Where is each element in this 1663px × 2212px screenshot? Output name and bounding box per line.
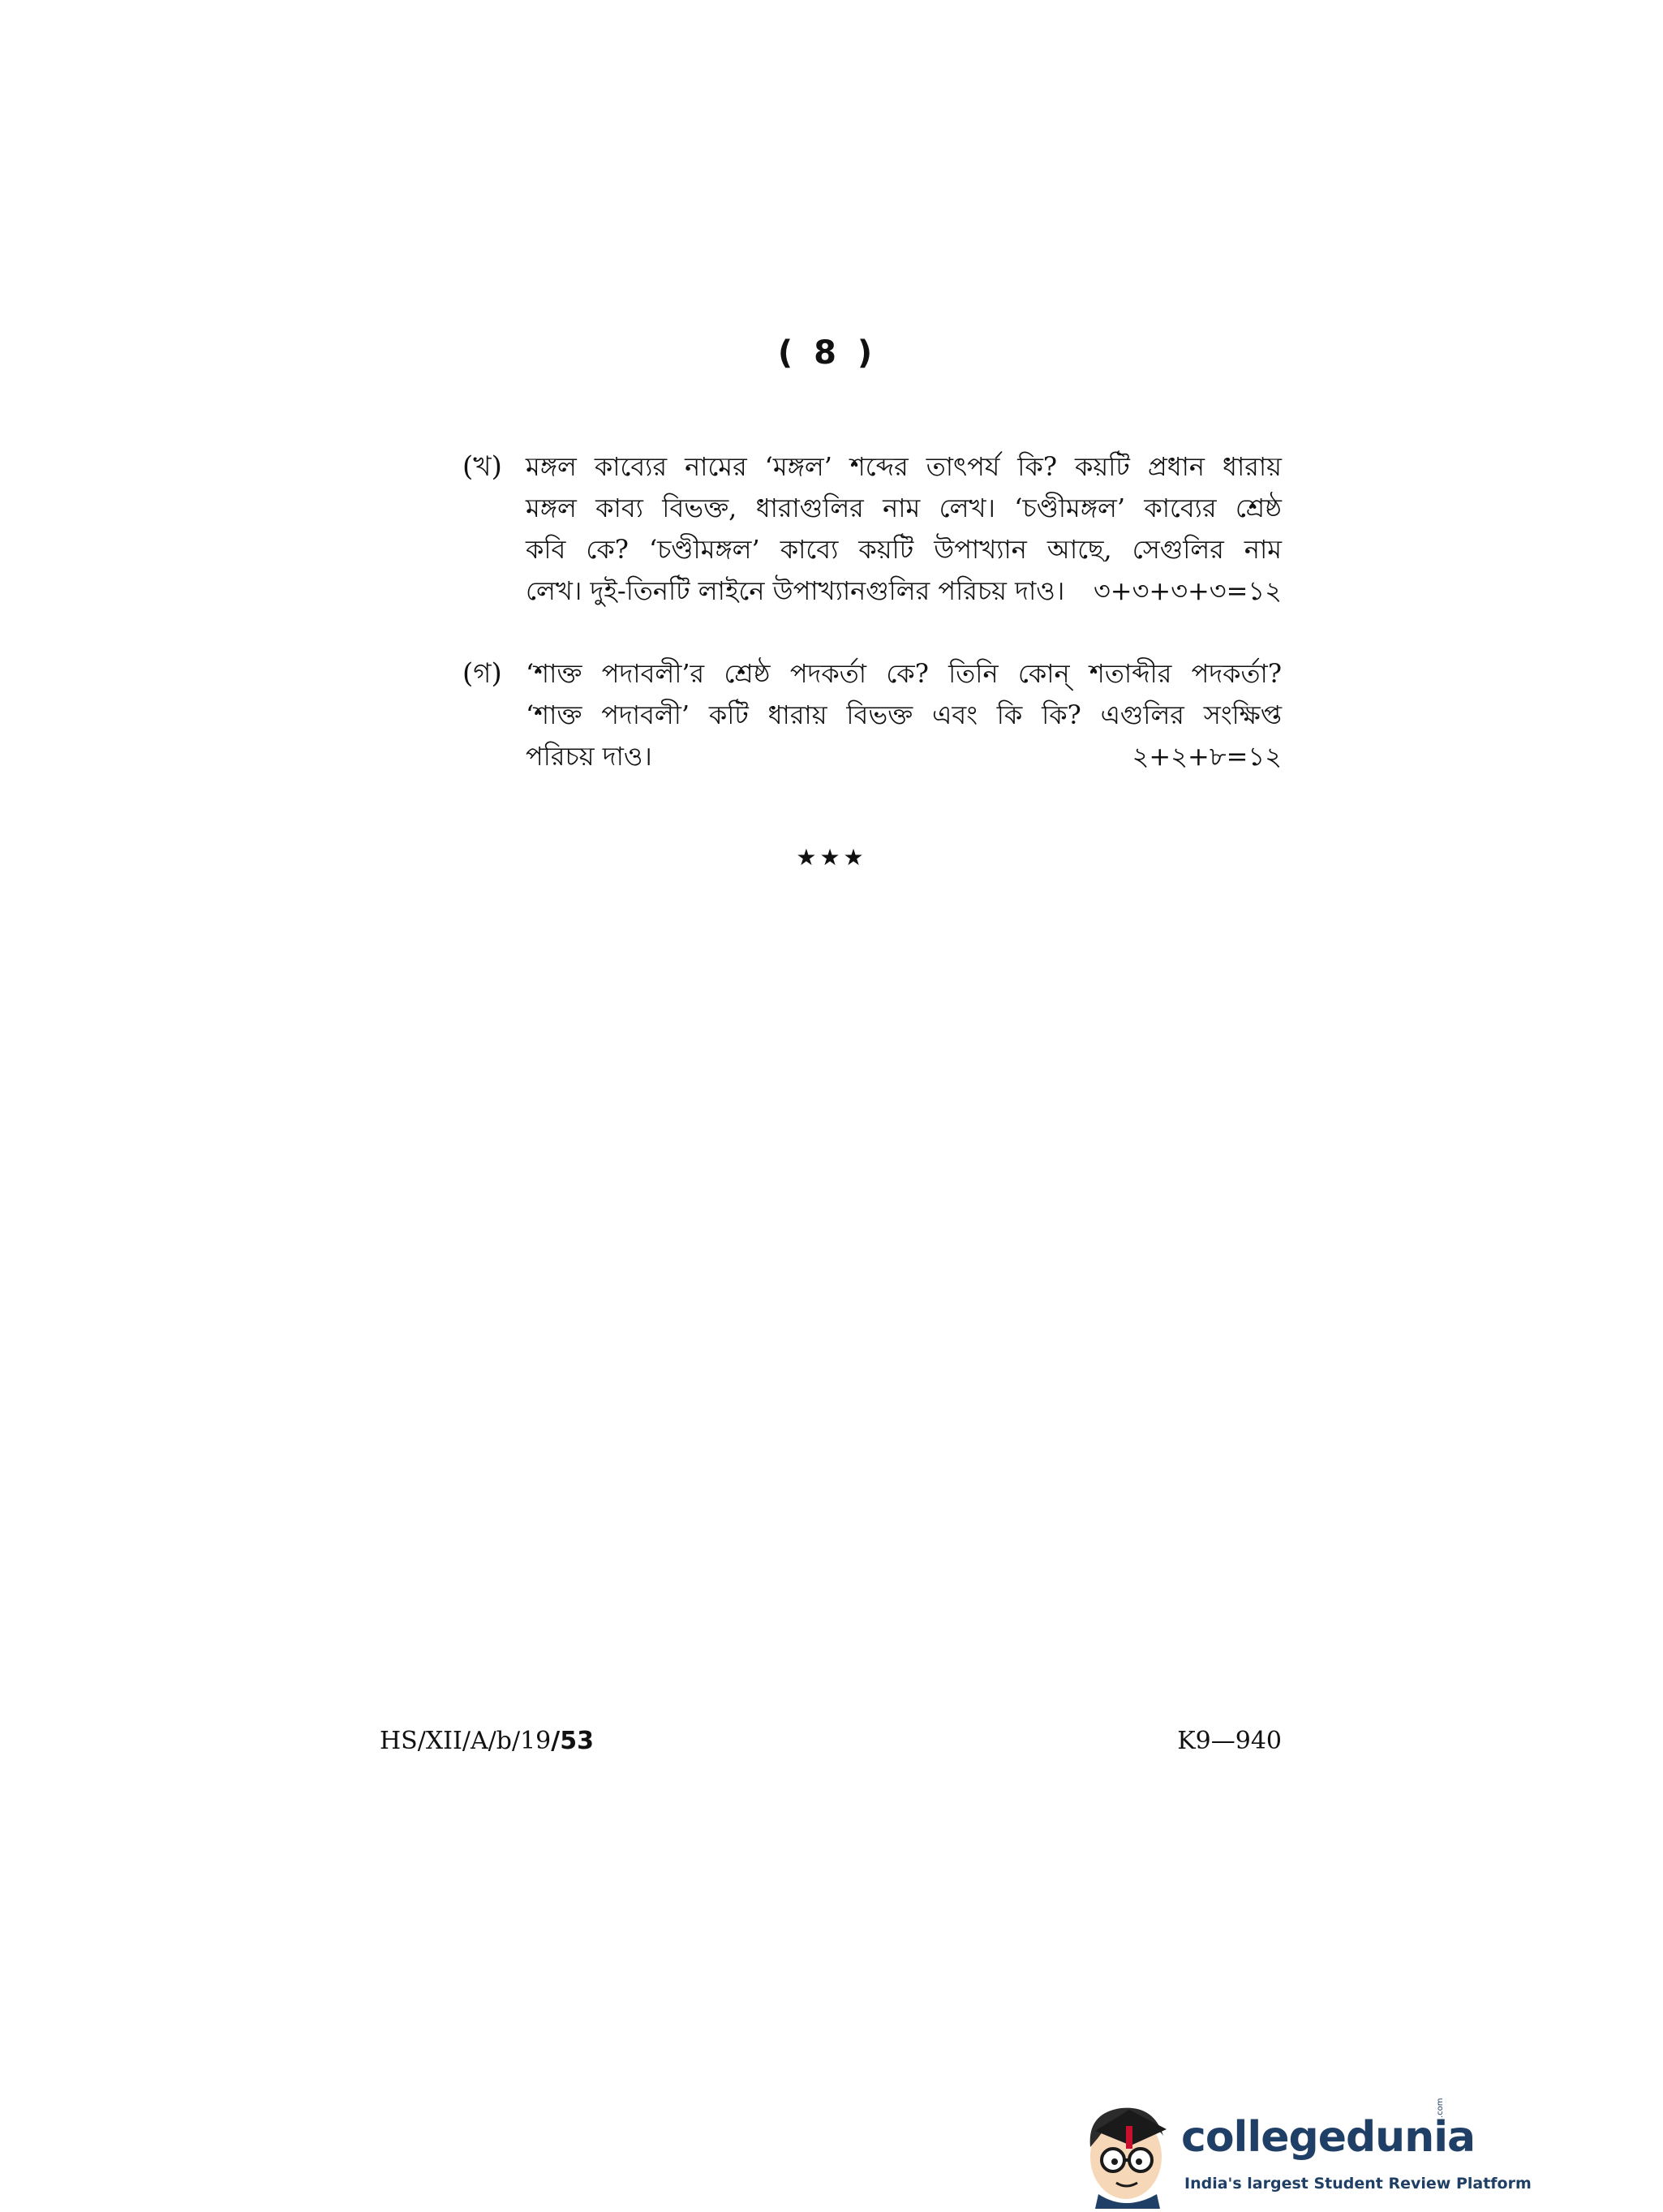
- question-label: (গ): [462, 657, 502, 690]
- student-avatar-icon: [1079, 2098, 1176, 2209]
- question-ga: [462, 653, 1282, 777]
- question-line: ‘শাক্ত পদাবলী’ কটি ধারায় বিভক্ত এবং কি কি? এগুলির সংক্ষিপ্ত: [526, 699, 1282, 730]
- question-marks: ২+২+৮=১২: [1132, 741, 1282, 772]
- footer-right-code: K9—940: [1177, 1727, 1282, 1755]
- question-line: মঙ্গল কাব্যের নামের ‘মঙ্গল’ শব্দের তাৎপর্য কি? কয়টি প্রধান ধারায়: [526, 451, 1282, 482]
- watermark-brand: collegedunia: [1181, 2113, 1476, 2162]
- footer-code-bold: /53: [551, 1727, 594, 1755]
- question-body: [526, 653, 1282, 777]
- page-number: ( 8 ): [777, 334, 878, 372]
- question-line: পরিচয় দাও।: [526, 741, 652, 772]
- end-marker-stars: ★★★: [796, 844, 867, 871]
- footer-code-prefix: HS/XII/A/b/19: [380, 1727, 552, 1755]
- watermark-suffix: .com: [1436, 2098, 1445, 2118]
- question-line: ‘শাক্ত পদাবলী’র শ্রেষ্ঠ পদকর্তা কে? তিনি কোন্ শতাব্দীর পদকর্তা?: [526, 658, 1282, 689]
- watermark-tagline: India's largest Student Review Platform: [1184, 2175, 1532, 2193]
- question-kha: [462, 446, 1282, 612]
- question-line: কবি কে? ‘চণ্ডীমঙ্গল’ কাব্যে কয়টি উপাখ্যান আছে, সেগুলির নাম: [526, 534, 1282, 565]
- question-last-line: [526, 570, 1282, 612]
- question-line: মঙ্গল কাব্য বিভক্ত, ধারাগুলির নাম লেখ। ‘চণ্ডীমঙ্গল’ কাব্যের শ্রেষ্ঠ: [526, 493, 1282, 523]
- collegedunia-watermark: [1079, 2094, 1532, 2212]
- footer-paper-code: [380, 1727, 594, 1755]
- question-last-line: [526, 736, 1282, 777]
- question-line: লেখ। দুই-তিনটি লাইনে উপাখ্যানগুলির পরিচয় দাও।: [526, 575, 1065, 606]
- question-label: (খ): [462, 450, 502, 483]
- question-marks: ৩+৩+৩+৩=১২: [1093, 575, 1282, 606]
- question-body: [526, 446, 1282, 612]
